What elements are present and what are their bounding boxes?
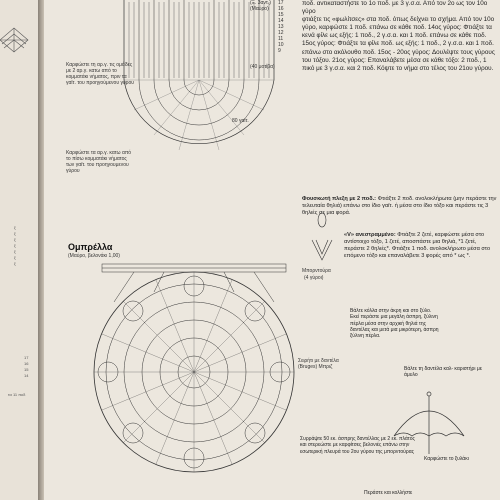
label-border-rounds: (4 γύροι) [304, 275, 324, 281]
sew-lace-note: Συρράψτε 50 εκ. άσπρης δαντέλλας με 2 εκ. πλάτος και στερεώστε με καρφίτσες βελονιές επάνω στην εσωτερική πλευρά του 2ου γύρου της μπορντούρας [300, 436, 415, 455]
label-loops: (40 μοτίβα) [250, 64, 275, 70]
stiffen-lace-note: Βάλτε τη δαντέλα καλ- καριστήρι με άμυλο [404, 366, 483, 379]
left-page-diagram [0, 0, 38, 500]
v-stitch-body: Φτιάξτε 2 ζετέ, καρφώστε μέσα στο αντίστοιχο τόξο, 1 ζετέ, αποσπάστε μια θηλιά, *1 ζετέ, περάστε 2 θηλιές*. Φτιάξτε 1 ποδ. ανολοκλήρωτο μέσα στο επόμενο τόξο και επαναλάβετε 3 φορές από * ως *. [344, 232, 491, 259]
left-page-tail: τα 11 ποδ [8, 392, 26, 397]
label-bruges: Σειρήτι με δαντέλα (Bruges) Μπριζ [298, 358, 339, 370]
instructions-p3: επάνω στο ακόλουθο ποδ. 15ος - 20ος γύρος: Δουλέψτε τους γύρους του τόξου. 21ος γύρος: Επαναλάβετε μέσα σε κάθε τόξο: 2 ποδ., 1 πικό με 3 γ.σ.α. και 2 ποδ. Κόψτε το νήμα στο τέλος του 21ου γύρου. [302, 48, 495, 72]
left-page-numbers: 17 16 15 14 [24, 355, 29, 378]
umbrella-subtitle: (Μαύρο, βελονάκι 1,00) [68, 253, 120, 259]
book-page [44, 0, 500, 500]
left-page-edge [0, 0, 38, 500]
label-border: Μπορντούρα [302, 268, 331, 274]
instructions-column [302, 0, 500, 165]
stick-note: Καρφώστε το ξυλάκι [424, 456, 469, 462]
label-top: (Ξ. 3αντ.) [250, 0, 271, 6]
instructions-p2: φτιάξτε τις «φωλίτσες» στα ποδ. όπως δείχνει το σχήμα. Από τον 10ο γύρο, καρφώστε 1 ποδ. επάνω σε κάθε ποδ. 14ος γύρος: Φτιάξτε τα κενά φίλε ως εξής: 1 ποδ., 2 γ.σ.α. και 1 ποδ. επάνω σε κάθε ποδ. 15ος γύρος: Φτιάξτε τα φίλε ποδ. ως εξής: 1 ποδ., 2 γ.σ.α. και 1 ποδ. [302, 16, 495, 48]
v-stitch-title: «V» ανεστραμμένο: [344, 232, 396, 238]
bottom-note: Περάστε και κολλήστε [364, 490, 413, 496]
note-chain-placement: Καρφώστε τη αρ.γ. τις ομάδες με 2 αρ.γ. κατω από το κομματάκι νήματος, πριν τα γαϊτ. του προηγούμενου γύρου [66, 62, 135, 86]
puff-stitch-title: Φουσκωτή πλεξη με 2 ποδ.: [302, 196, 377, 202]
row-numbers: 17 16 15 14 13 12 11 10 9 [278, 0, 284, 54]
note-back-loop: Καρφώστε τα αρ.γ. κατω από το πίσω κομματάκι νήματος των γαϊτ. του προηγουμενου γύρου [66, 150, 132, 174]
umbrella-lace-diagram [74, 262, 314, 500]
instructions-p1: ποδ. αντικαταστήστε το 1ο ποδ. με 3 γ.σ.α. Από τον 2ο ως τον 10ο γύρο [302, 0, 488, 16]
umbrella-title: Ομπρέλλα [68, 242, 113, 252]
v-stitch-note [344, 232, 496, 260]
label-stitches: 80 γαϊτ. [232, 118, 249, 124]
label-color: (Μαύρο) [250, 6, 269, 12]
puff-stitch-body: Φτιάξτε 2 ποδ. ανολοκλήρωτα (μην περάστε την τελευταία θηλιά) επάνω στο ίδιο γαϊτ. ή μέσα στο ίδιο τόξο και περάστε τις 3 θηλιές σε μια φορά. [302, 196, 497, 216]
umbrella-sketch [384, 386, 474, 456]
left-page-labels: ξ ξ ξ ξ ξ ξ ξ [14, 225, 16, 266]
glue-bead-note: Βάλτε κόλλα στην άκρη και στο ξύλο. Εκεί περάστε μια μεγάλη άσπρη, ξύλινη πέρλα μέσα στην αρχική θηλιά της δαντέλας και μετά μια μικρότερη, άσπρη ξύλινη πέρλα. [350, 308, 439, 340]
